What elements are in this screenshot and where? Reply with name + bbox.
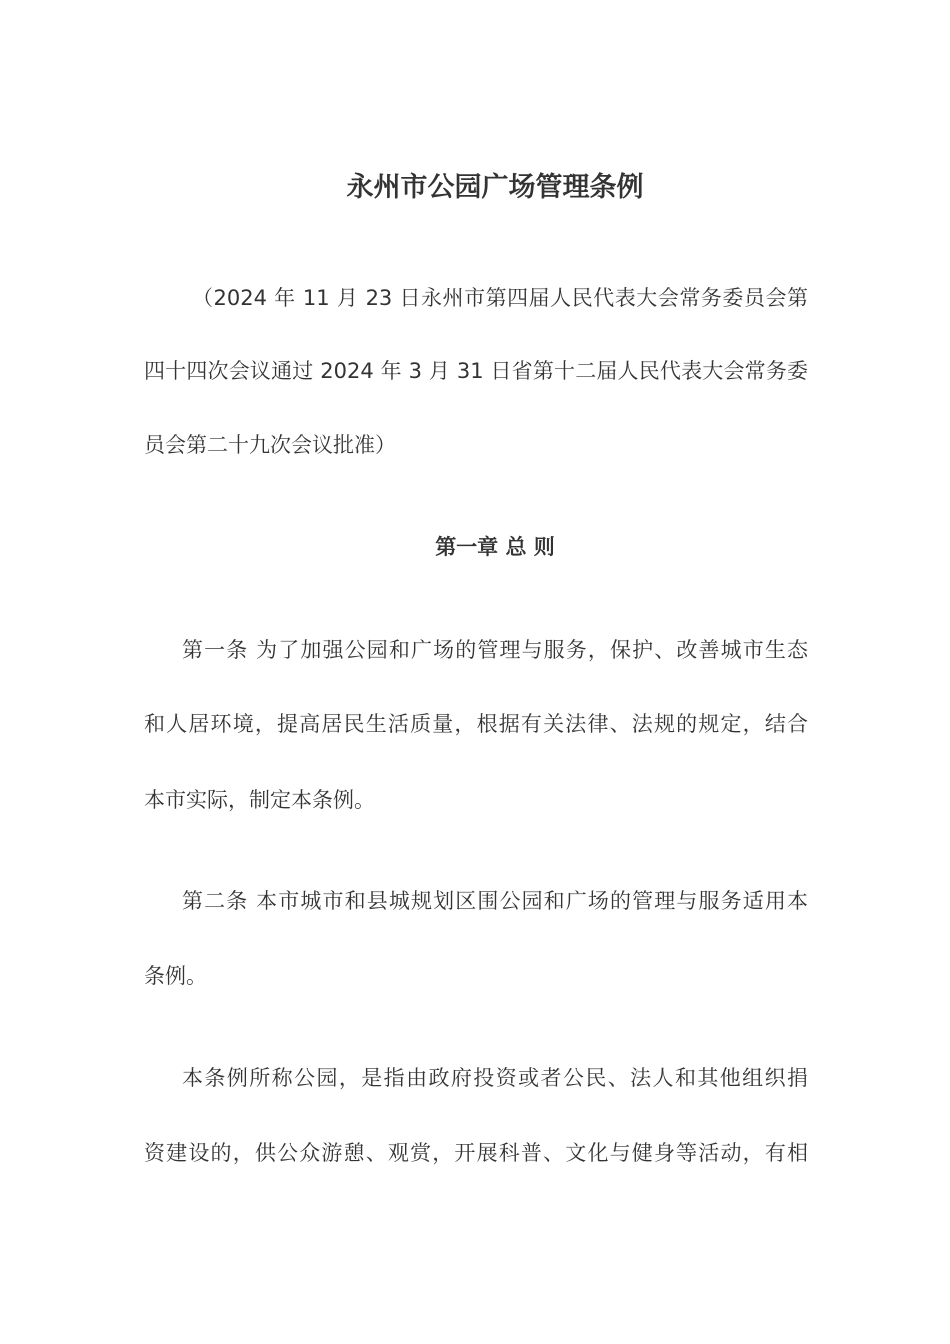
note-line-3: 员会第二十九次会议批准） — [144, 433, 396, 457]
chapter-heading: 第一章 总 则 — [435, 535, 555, 559]
article-1-line-3: 本市实际，制定本条例。 — [144, 788, 375, 812]
park-definition-line-1: 本条例所称公园，是指由政府投资或者公民、法人和其他组织捐 — [182, 1066, 808, 1090]
note-line-1: （2024 年 11 月 23 日永州市第四届人民代表大会常务委员会第 — [192, 286, 808, 310]
note-line-2: 四十四次会议通过 2024 年 3 月 31 日省第十二届人民代表大会常务委 — [144, 359, 808, 383]
article-1-line-1: 第一条 为了加强公园和广场的管理与服务，保护、改善城市生态 — [182, 638, 808, 662]
article-1-line-2: 和人居环境，提高居民生活质量，根据有关法律、法规的规定，结合 — [144, 712, 808, 736]
document-title: 永州市公园广场管理条例 — [346, 172, 644, 203]
article-2-line-2: 条例。 — [144, 964, 207, 988]
article-2-line-1: 第二条 本市城市和县城规划区围公园和广场的管理与服务适用本 — [182, 889, 808, 913]
park-definition-line-2: 资建设的，供公众游憩、观赏，开展科普、文化与健身等活动，有相 — [144, 1141, 808, 1165]
